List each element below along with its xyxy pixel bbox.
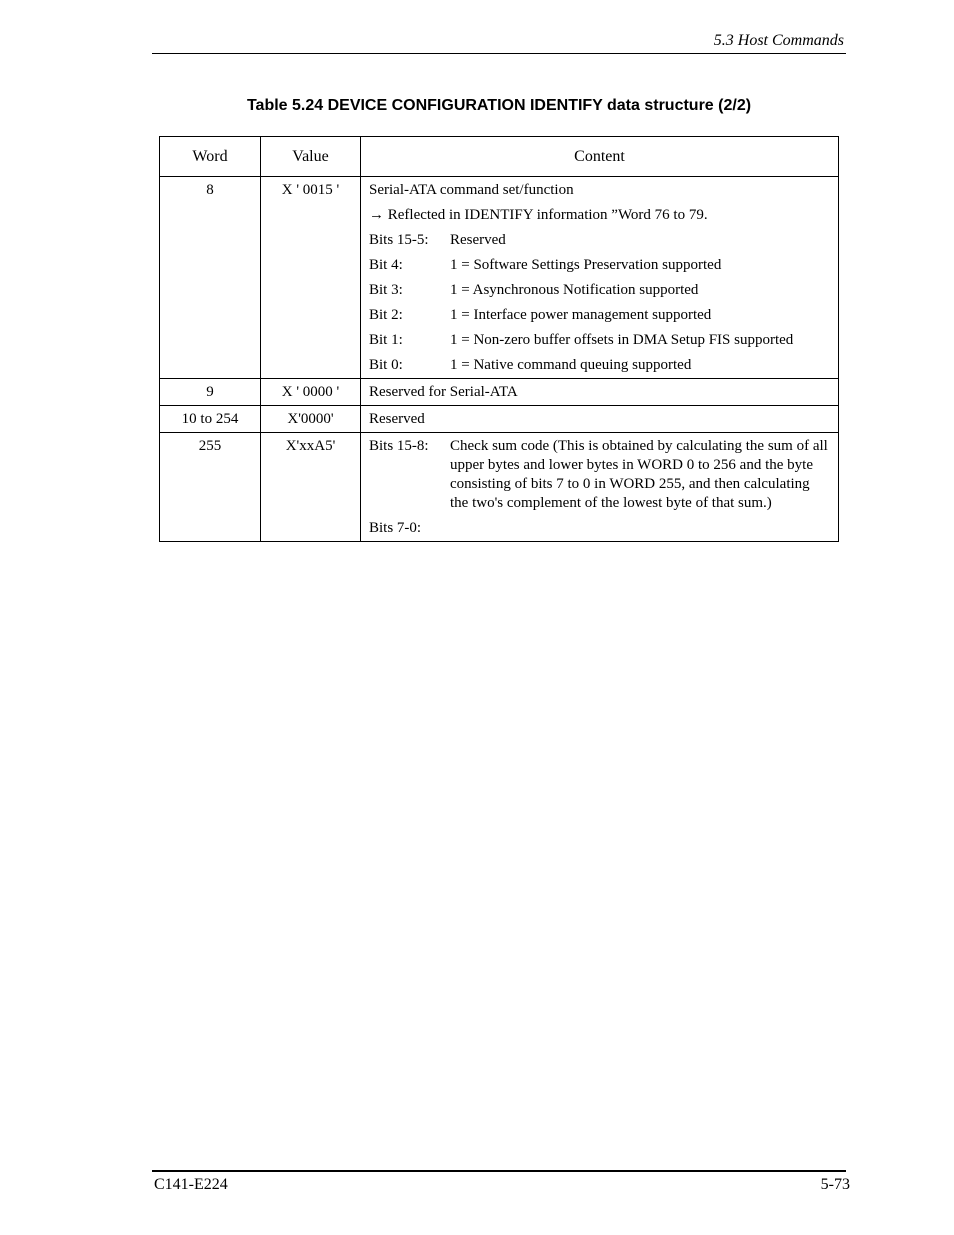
content-line: Serial-ATA command set/function [369, 182, 574, 198]
column-header-content: Content [361, 137, 839, 177]
bit-definition [369, 437, 830, 513]
value-cell: X'0000' [261, 406, 361, 433]
bit-definition [369, 281, 830, 306]
bit-label: Bit 1: [369, 332, 403, 348]
value-cell: X ' 0015 ' [261, 177, 361, 379]
bit-description: 1 = Non-zero buffer offsets in DMA Setup FIS supported [450, 332, 794, 348]
table-row [160, 406, 839, 433]
bit-description: Check sum code (This is obtained by calculating the sum of all upper bytes and lower bytes in WORD 0 to 256 and the byte consisting of bits 7 to 0 in WORD 255, and then calculating the two's complement of the lowest byte of that sum.) [450, 438, 828, 511]
bit-definition [369, 331, 830, 356]
bit-label: Bits 15-8: [369, 438, 429, 454]
content-cell: Reserved for Serial-ATA [361, 379, 839, 406]
bit-definition [369, 519, 830, 539]
content-cell [361, 177, 839, 379]
running-header: 5.3 Host Commands [713, 32, 844, 49]
bit-description: 1 = Software Settings Preservation supported [450, 257, 722, 273]
bit-definition [369, 306, 830, 331]
word-cell: 10 to 254 [160, 406, 261, 433]
bit-description: 1 = Native command queuing supported [450, 357, 692, 373]
bit-label: Bit 0: [369, 357, 403, 373]
value-cell: X'xxA5' [261, 433, 361, 542]
header-rule [152, 53, 846, 54]
word-cell: 8 [160, 177, 261, 379]
table-row [160, 177, 839, 379]
table-row [160, 379, 839, 406]
page-number: 5-73 [820, 1176, 850, 1193]
column-header-word: Word [160, 137, 261, 177]
word-cell: 9 [160, 379, 261, 406]
footer-rule [152, 1170, 846, 1172]
bit-definition [369, 256, 830, 281]
device-config-identify-table [159, 136, 839, 542]
value-cell: X ' 0000 ' [261, 379, 361, 406]
bit-description: Reserved [450, 232, 506, 248]
document-id: C141-E224 [154, 1176, 228, 1193]
bit-label: Bit 2: [369, 307, 403, 323]
bit-description: 1 = Asynchronous Notification supported [450, 282, 699, 298]
table-header-row [160, 137, 839, 177]
content-line: → Reflected in IDENTIFY information ”Word 76 to 79. [369, 207, 708, 223]
bit-definition [369, 356, 830, 376]
bit-label: Bit 4: [369, 257, 403, 273]
content-cell: Reserved [361, 406, 839, 433]
bit-description: 1 = Interface power management supported [450, 307, 712, 323]
bit-label: Bits 15-5: [369, 232, 429, 248]
bit-label: Bit 3: [369, 282, 403, 298]
bit-definition [369, 231, 830, 256]
content-cell [361, 433, 839, 542]
bit-description [450, 519, 830, 539]
word-cell: 255 [160, 433, 261, 542]
table-title: Table 5.24 DEVICE CONFIGURATION IDENTIFY data structure (2/2) [246, 97, 752, 114]
bit-label: Bits 7-0: [369, 520, 422, 536]
table-row [160, 433, 839, 542]
column-header-value: Value [261, 137, 361, 177]
